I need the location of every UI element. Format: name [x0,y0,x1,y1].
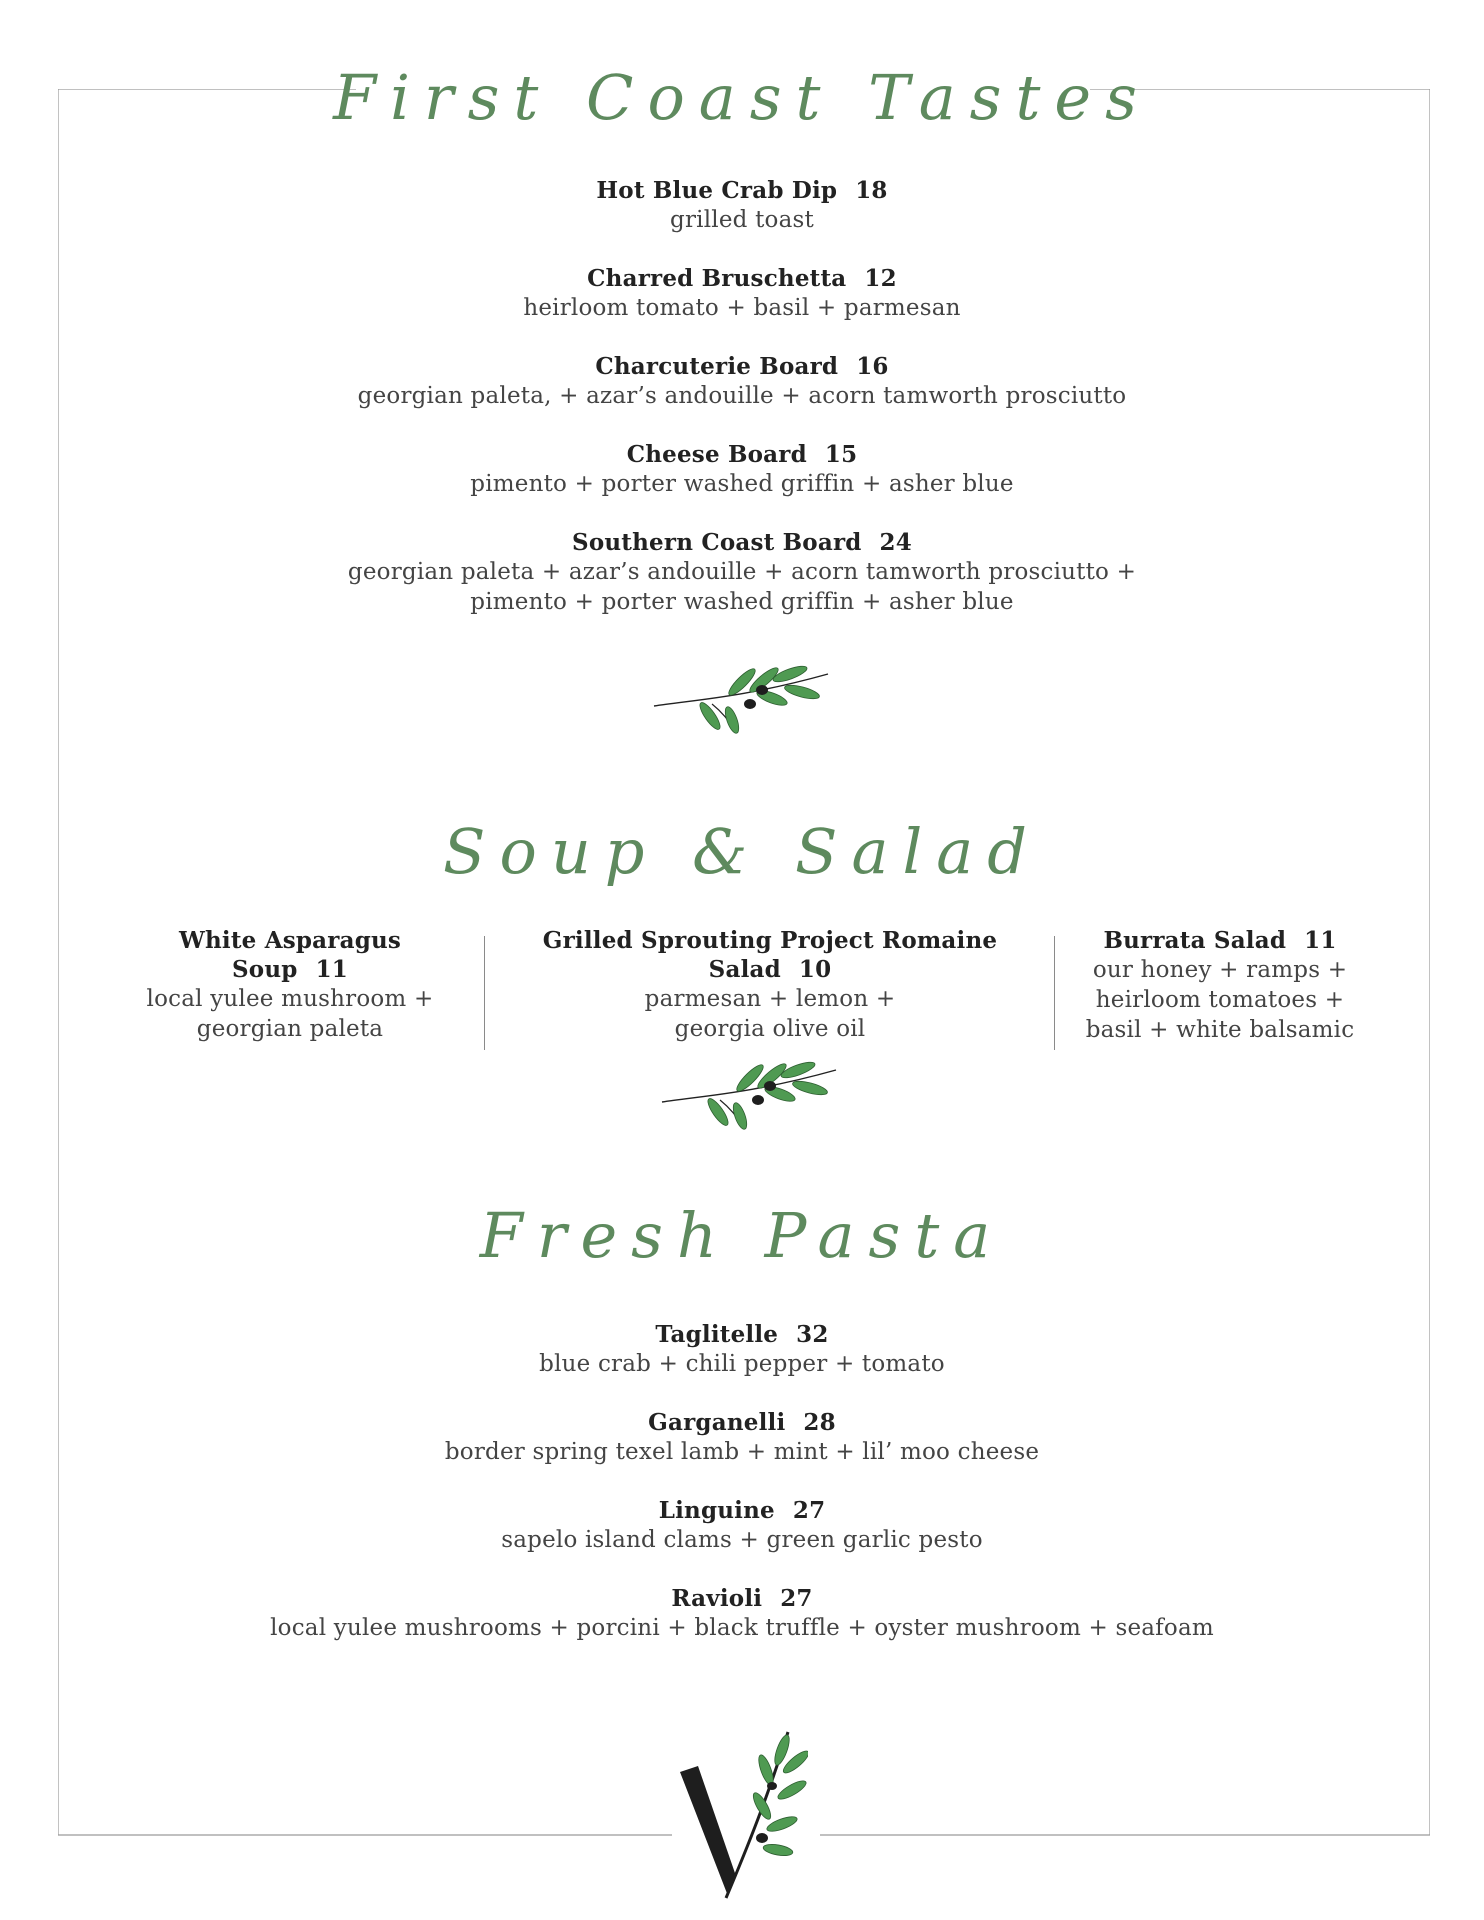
item-description: georgian paleta, + azar’s andouille + acorn tamworth prosciutto [357,383,1127,409]
item-name-line [0,440,1484,469]
menu-item [500,926,1040,1044]
item-price: 11 [1304,927,1337,954]
item-name-line [0,1320,1484,1349]
item-name: Charred Bruschetta [587,265,847,292]
item-price: 12 [864,265,897,292]
item-name-line [120,926,460,984]
item-description: heirloom tomato + basil + parmesan [523,295,961,321]
section-title-first-coast-tastes: First Coast Tastes [333,61,1151,134]
item-description: basil + white balsamic [1085,1017,1355,1043]
item-name: Southern Coast Board [572,529,862,556]
item-price: 10 [798,956,832,983]
menu-item [0,1584,1484,1643]
item-name-line [0,528,1484,557]
olive-branch-icon [652,660,832,740]
item-price: 16 [856,353,889,380]
item-name-line [0,264,1484,293]
item-description: local yulee mushroom + [146,986,434,1012]
item-name-line [0,1584,1484,1613]
item-name: Garganelli [648,1409,786,1436]
menu-item [0,1408,1484,1467]
item-name: Charcuterie Board [595,353,839,380]
item-description: pimento + porter washed griffin + asher blue [470,471,1014,497]
item-name: Hot Blue Crab Dip [596,177,838,204]
item-description: our honey + ramps + [1092,957,1348,983]
item-name-line [1070,926,1370,955]
item-name: Grilled Sprouting Project Romaine Salad [542,927,998,983]
item-name: Cheese Board [626,441,807,468]
item-description: grilled toast [670,207,814,233]
menu-item [0,352,1484,411]
item-price: 15 [824,441,858,468]
section-title-fresh-pasta: Fresh Pasta [479,1199,1005,1272]
item-description: sapelo island clams + green garlic pesto [501,1527,983,1553]
item-name-line [0,352,1484,381]
menu-item [0,264,1484,323]
item-name: Ravioli [671,1585,763,1612]
item-description: blue crab + chili pepper + tomato [539,1351,945,1377]
fresh-pasta-list [0,1320,1484,1672]
section-title-soup-salad: Soup & Salad [443,815,1041,888]
item-price: 32 [796,1321,829,1348]
item-description: pimento + porter washed griffin + asher blue [470,589,1014,615]
item-description: local yulee mushrooms + porcini + black truffle + oyster mushroom + seafoam [270,1615,1214,1641]
menu-item [0,1496,1484,1555]
menu-item [0,176,1484,235]
menu-item [1070,926,1370,1045]
v-olive-logo-icon [678,1726,808,1906]
item-name: Taglitelle [655,1321,779,1348]
item-price: 28 [803,1409,836,1436]
item-name-line [500,926,1040,984]
item-description: georgian paleta + azar’s andouille + acorn tamworth prosciutto + [347,559,1137,585]
first-coast-tastes-list [0,176,1484,646]
item-name-line [0,176,1484,205]
item-name-line [0,1496,1484,1525]
olive-branch-icon [660,1056,840,1136]
menu-item [120,926,460,1044]
item-price: 18 [855,177,888,204]
menu-item [0,1320,1484,1379]
item-price: 27 [792,1497,826,1524]
item-name: Burrata Salad [1103,927,1287,954]
menu-item [0,528,1484,617]
item-price: 24 [879,529,912,556]
item-price: 11 [315,956,348,983]
item-description: georgian paleta [196,1016,384,1042]
menu-item [0,440,1484,499]
item-description: heirloom tomatoes + [1095,987,1345,1013]
item-name: White Asparagus Soup [178,927,402,983]
column-divider [1054,936,1055,1050]
item-name-line [0,1408,1484,1437]
column-divider [484,936,485,1050]
item-description: parmesan + lemon + [644,986,896,1012]
soup-salad-row [0,926,1484,1056]
item-description: border spring texel lamb + mint + lil’ moo cheese [444,1439,1040,1465]
item-name: Linguine [658,1497,775,1524]
item-price: 27 [780,1585,813,1612]
item-description: georgia olive oil [674,1016,866,1042]
